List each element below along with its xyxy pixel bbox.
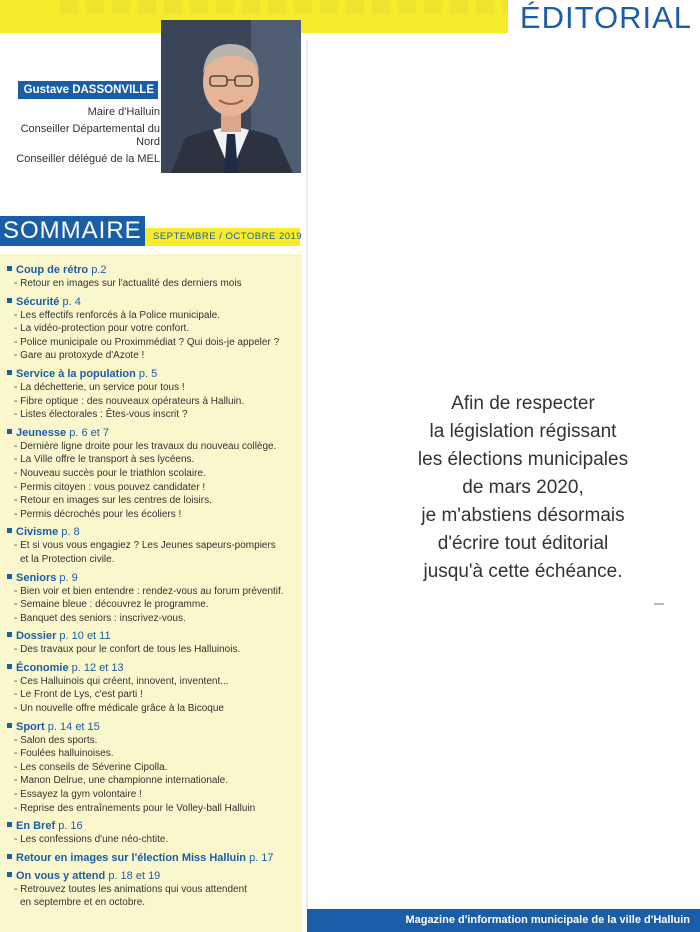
toc-page-ref: p. 12 et 13 <box>71 661 124 674</box>
toc-section-coup-de-retro <box>7 263 302 291</box>
toc-item: - Listes électorales : Êtes-vous inscrit ? <box>14 409 188 421</box>
toc-item: - Les conseils de Séverine Cipolla. <box>14 761 168 773</box>
author-role: Conseiller délégué de la MEL <box>16 153 160 165</box>
statement-line: de mars 2020, <box>462 477 584 498</box>
toc-item: - Essayez la gym volontaire ! <box>14 789 142 801</box>
author-role: Conseiller Départemental du Nord <box>20 123 160 148</box>
top-band-texture <box>60 0 530 14</box>
toc-item: - Manon Delrue, une championne internationale. <box>14 775 229 787</box>
bullet-square-icon <box>7 370 12 375</box>
toc-section-heading <box>7 295 302 309</box>
toc-item: - Gare au protoxyde d'Azote ! <box>14 350 145 362</box>
bullet-square-icon <box>7 872 12 877</box>
toc-page-ref: p. 4 <box>62 295 81 308</box>
toc-section-title: Sport <box>16 720 45 733</box>
toc-section-heading <box>7 629 302 643</box>
author-roles <box>12 106 160 170</box>
toc-item: - Ces Halluinois qui créent, innovent, inventent... <box>14 675 229 687</box>
toc-item: - Police municipale ou Proximmédiat ? Qui dois-je appeler ? <box>14 336 280 348</box>
toc-item: - Retour en images sur l'actualité des derniers mois <box>14 278 242 289</box>
editorial-statement <box>380 390 666 586</box>
toc-item: - Le Front de Lys, c'est parti ! <box>14 689 143 701</box>
toc-item: - Fibre optique : des nouveaux opérateurs à Halluin. <box>14 395 245 407</box>
toc-item: - La déchetterie, un service pour tous ! <box>14 381 185 393</box>
toc-item-continuation: et la Protection civile. <box>20 553 115 565</box>
toc-item: - Un nouvelle offre médicale grâce à la Bicoque <box>14 703 224 715</box>
toc-section-service-population <box>7 367 302 422</box>
toc-section-title: Service à la population <box>16 367 136 380</box>
toc-item: - La Ville offre le transport à ses lycéens. <box>14 454 195 466</box>
author-role: Maire d'Halluin <box>87 106 160 118</box>
toc-section-en-bref <box>7 819 302 847</box>
toc-item: - Reprise des entraînements pour le Volley-ball Halluin <box>14 802 256 814</box>
toc-section-on-vous-y-attend <box>7 869 302 910</box>
statement-line: les élections municipales <box>417 449 629 470</box>
statement-line: jusqu'à cette échéance. <box>423 561 623 582</box>
toc-section-title: Retour en images sur l'élection Miss Halluin <box>16 851 247 864</box>
editorial-title-box <box>508 0 700 36</box>
toc-page-ref: p. 16 <box>58 820 83 833</box>
toc-item: - Salon des sports. <box>14 734 98 746</box>
toc-section-heading <box>7 851 302 865</box>
bullet-square-icon <box>7 822 12 827</box>
toc-page-ref: p. 14 et 15 <box>47 720 100 733</box>
toc-section-title: En Bref <box>16 820 56 833</box>
toc-section-title: Économie <box>16 661 69 674</box>
toc-item: - Dernière ligne droite pour les travaux du nouveau collège. <box>14 440 277 452</box>
toc-section-heading <box>7 661 302 675</box>
toc-section-civisme <box>7 525 302 566</box>
toc-item: - Retour en images sur les centres de loisirs. <box>14 495 212 507</box>
page-title: ÉDITORIAL <box>519 0 692 35</box>
toc-page-ref: p. 5 <box>138 367 158 380</box>
toc-section-miss-halluin <box>7 851 302 865</box>
sommaire-date: SEPTEMBRE / OCTOBRE 2019 <box>153 231 303 242</box>
statement-line: d'écrire tout éditorial <box>437 533 609 554</box>
bullet-square-icon <box>7 664 12 669</box>
toc-item: - Permis décrochés pour les écoliers ! <box>14 508 182 520</box>
toc-item: - Semaine bleue : découvrez le programme. <box>14 599 209 611</box>
bullet-square-icon <box>7 429 12 434</box>
statement-line: je m'abstiens désormais <box>421 505 625 526</box>
toc-section-heading <box>7 571 302 585</box>
sommaire-title: SOMMAIRE <box>3 217 142 244</box>
bullet-square-icon <box>7 528 12 533</box>
toc-page-ref: p. 8 <box>61 526 80 539</box>
toc-page-ref: p. 18 et 19 <box>108 869 161 882</box>
toc-section-sport <box>7 720 302 816</box>
toc-section-heading <box>7 263 302 277</box>
toc-item: - Permis citoyen : vous pouvez candidater ! <box>14 481 206 493</box>
author-name-tag: Gustave DASSONVILLE <box>18 81 158 99</box>
author-portrait-photo <box>161 20 301 173</box>
toc-item: - La vidéo-protection pour votre confort. <box>14 323 190 335</box>
page-divider <box>306 40 308 910</box>
toc-item: - Des travaux pour le confort de tous les Halluinois. <box>14 644 241 656</box>
bullet-square-icon <box>7 723 12 728</box>
statement-line: la législation régissant <box>429 421 617 442</box>
toc-section-dossier <box>7 629 302 657</box>
toc-section-title: Seniors <box>16 571 57 584</box>
toc-item: - Foulées halluinoises. <box>14 748 114 760</box>
toc-section-heading <box>7 525 302 539</box>
decorative-dash <box>654 603 664 605</box>
toc-section-heading <box>7 869 302 883</box>
toc-item: - Banquet des seniors : inscrivez-vous. <box>14 612 186 624</box>
toc-page-ref: p.2 <box>91 264 107 276</box>
toc-section-title: Coup de rétro <box>16 264 89 276</box>
toc-page-ref: p. 10 et 11 <box>59 630 111 643</box>
portrait-illustration <box>161 20 301 173</box>
bullet-square-icon <box>7 574 12 579</box>
toc-section-jeunesse <box>7 426 302 522</box>
toc-page-ref: p. 9 <box>59 571 78 584</box>
toc-item: - Retrouvez toutes les animations qui vous attendent <box>14 883 247 895</box>
toc-item: - Nouveau succès pour le triathlon scolaire. <box>14 467 206 479</box>
toc-item: - Les confessions d'une néo-chtite. <box>14 834 169 846</box>
bullet-square-icon <box>7 298 12 303</box>
bullet-square-icon <box>7 266 12 271</box>
toc-section-title: Sécurité <box>16 295 60 308</box>
footer-text: Magazine d'information municipale de la ville d'Halluin <box>405 914 690 926</box>
toc-section-title: Jeunesse <box>16 426 67 439</box>
toc-section-heading <box>7 426 302 440</box>
toc-section-title: On vous y attend <box>16 869 106 882</box>
toc-section-economie <box>7 661 302 716</box>
toc-page-ref: p. 17 <box>249 851 274 864</box>
toc-section-heading <box>7 819 302 833</box>
toc-item-continuation: en septembre et en octobre. <box>20 897 146 909</box>
table-of-contents <box>7 263 302 914</box>
toc-section-securite <box>7 295 302 363</box>
toc-section-title: Civisme <box>16 526 59 539</box>
toc-item: - Et si vous vous engagiez ? Les Jeunes sapeurs-pompiers <box>14 540 276 552</box>
toc-page-ref: p. 6 et 7 <box>69 426 109 439</box>
toc-section-heading <box>7 720 302 734</box>
toc-item: - Les effectifs renforcés à la Police municipale. <box>14 309 221 321</box>
toc-item: - Bien voir et bien entendre : rendez-vous au forum préventif. <box>14 585 284 597</box>
toc-section-title: Dossier <box>16 630 57 643</box>
bullet-square-icon <box>7 632 12 637</box>
toc-section-heading <box>7 367 302 381</box>
toc-section-seniors <box>7 571 302 626</box>
statement-line: Afin de respecter <box>451 393 595 414</box>
bullet-square-icon <box>7 854 12 859</box>
